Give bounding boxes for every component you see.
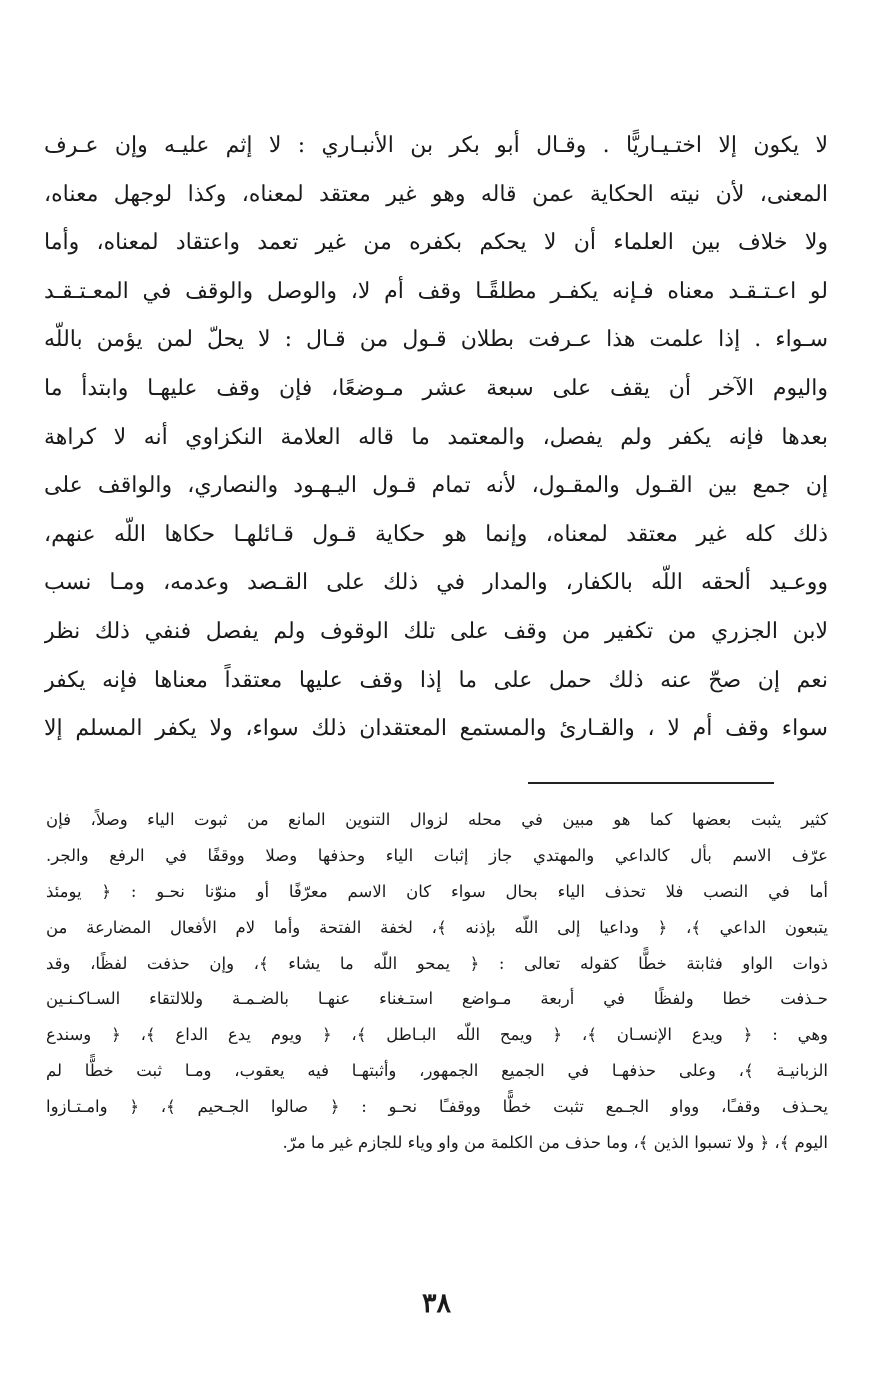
page-number: ٣٨ <box>421 1288 451 1319</box>
footnote-block <box>46 802 828 1161</box>
main-text-block <box>44 122 828 754</box>
footnote-line: عرّف الاسم بأل كالداعي والمهتدي جاز إثبات الياء وحذفها وصلا ووقفًا في الرفع والجر. <box>46 845 828 865</box>
main-text-line: لا يكون إلا اختـيـاريًّا . وقـال أبو بكر بن الأنبـاري : لا إثم عليـه وإن عـرف <box>44 133 828 158</box>
main-text-line: سـواء . إذا علمت هذا عـرفت بطلان قـول من قـال : لا يحلّ لمن يؤمن باللّه <box>44 327 828 353</box>
footnote-separator <box>528 782 774 784</box>
main-text-line: إن جمع بين القـول والمقـول، لأنه تمام قـول اليـهـود والنصاري، والواقف على <box>44 473 828 499</box>
main-text-line: نعم إن صحّ عنه ذلك حمل على ما إذا وقف عليها معتقداً معناها فإنه يكفر <box>44 667 828 693</box>
footnote-line: يحـذف وقفـًا، وواو الجـمع تثبت خطًّا ووقفـًا نحـو : ﴿ صالوا الجـحيم ﴾، ﴿ وامـتـازوا <box>46 1097 828 1117</box>
footnote-line: وهي : ﴿ ويدع الإنسـان ﴾، ﴿ ويمح اللّه البـاطل ﴾، ﴿ ويوم يدع الداع ﴾، ﴿ وسندع <box>46 1025 828 1045</box>
main-text-line: ووعـيد ألحقه اللّه بالكفار، والمدار في ذلك على القـصد وعدمه، ومـا نسب <box>44 570 828 596</box>
footnote-line: يتبعون الداعي ﴾، ﴿ وداعيا إلى اللّه بإذنه ﴾، لخفة الفتحة وأما لام الأفعال المضارعة من <box>46 917 828 937</box>
footnote-line: الزبانيـة ﴾، وعلى حذفهـا في الجميع الجمهور، وأثبتهـا فيه يعقوب، ومـا ثبت خطًّا لم <box>46 1061 828 1081</box>
footnote-line: أما في النصب فلا تحذف الياء بحال سواء كان الاسم معرّفًا أو منوّنا نحـو : ﴿ يومئذ <box>46 881 828 901</box>
footnote-line: ذوات الواو فثابتة خطًّا كقوله تعالى : ﴿ يمحو اللّه ما يشاء ﴾، وإن حذفت لفظًا، وقد <box>46 953 828 973</box>
main-text-line: بعدها فإنه يكفر ولم يفصل، والمعتمد ما قاله العلامة النكزاوي أنه لا كراهة <box>44 424 828 450</box>
main-text-line: ولا خلاف بين العلماء أن لا يحكم بكفره من غير تعمد واعتقاد لمعناه، وأما <box>44 230 828 256</box>
main-text-line: ذلك كله غير معتقد لمعناه، وإنما هو حكاية قـول قـائلهـا حكاها اللّه عنهم، <box>44 521 828 547</box>
footnote-line: اليوم ﴾، ﴿ ولا تسبوا الذين ﴾، وما حذف من الكلمة من واو وياء للجازم غير ما مرّ. <box>282 1133 828 1153</box>
footnote-line: حـذفت خطا ولفظًا في أربعة مـواضع استـغناء عنهـا بالضـمـة وللالتقاء السـاكـنـين <box>46 989 828 1009</box>
footnote-line: كثير يثبت بعضها كما هو مبين في محله لزوال التنوين المانع من ثبوت الياء وصلاً، فإن <box>46 810 828 829</box>
main-text-line: المعنى، لأن نيته الحكاية عمن قاله وهو غير معتقد لمعناه، وكذا لوجهل معناه، <box>44 181 828 207</box>
main-text-line: واليوم الآخر أن يقف على سبعة عشر مـوضعًا، فإن وقف عليهـا وابتدأ ما <box>44 375 828 401</box>
main-text-line: لو اعـتـقـد معناه فـإنه يكفـر مطلقًـا وقف أم لا، والوصل والوقف في المعـتـقـد <box>44 278 828 304</box>
main-text-line: لابن الجزري من تكفير من وقف على تلك الوقوف ولم يفصل فنفي ذلك نظر <box>44 618 828 644</box>
main-text-line: سواء وقف أم لا ، والقـارئ والمستمع المعتقدان ذلك سواء، ولا يكفر المسلم إلا <box>44 716 828 742</box>
